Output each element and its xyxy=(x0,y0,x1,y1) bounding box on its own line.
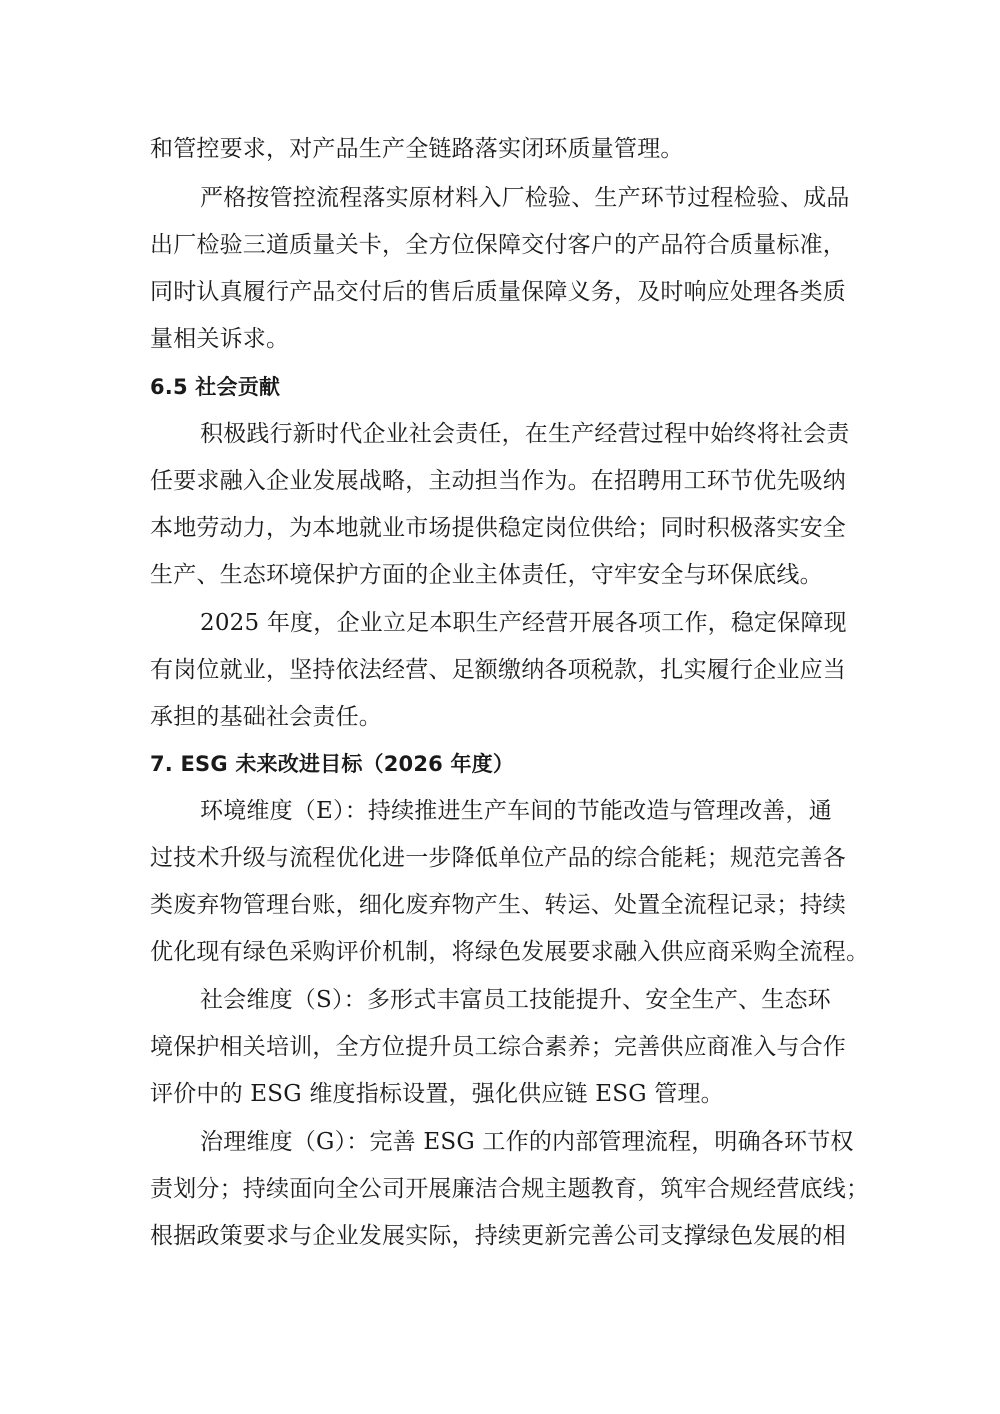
paragraph-line: 出厂检验三道质量关卡，全方位保障交付客户的产品符合质量标准， xyxy=(150,232,846,258)
paragraph-line: 责划分；持续面向全公司开展廉洁合规主题教育，筑牢合规经营底线； xyxy=(150,1176,870,1202)
paragraph-line: 有岗位就业，坚持依法经营、足额缴纳各项税款，扎实履行企业应当 xyxy=(150,657,846,683)
paragraph-line: 评价中的 ESG 维度指标设置，强化供应链 ESG 管理。 xyxy=(150,1081,724,1107)
paragraph-line: 社会维度（S）：多形式丰富员工技能提升、安全生产、生态环 xyxy=(200,987,831,1013)
section-heading: 6.5 社会贡献 xyxy=(150,375,281,399)
paragraph-line: 承担的基础社会责任。 xyxy=(150,704,382,730)
paragraph-line: 生产、生态环境保护方面的企业主体责任，守牢安全与环保底线。 xyxy=(150,562,823,588)
paragraph-line: 积极践行新时代企业社会责任，在生产经营过程中始终将社会责 xyxy=(200,421,850,447)
section-heading: 7. ESG 未来改进目标（2026 年度） xyxy=(150,752,515,776)
paragraph-line: 环境维度（E）：持续推进生产车间的节能改造与管理改善，通 xyxy=(200,798,832,824)
paragraph-line: 任要求融入企业发展战略，主动担当作为。在招聘用工环节优先吸纳 xyxy=(150,468,846,494)
paragraph-line: 过技术升级与流程优化进一步降低单位产品的综合能耗；规范完善各 xyxy=(150,845,846,871)
paragraph-line: 严格按管控流程落实原材料入厂检验、生产环节过程检验、成品 xyxy=(200,185,850,211)
paragraph-line: 2025 年度，企业立足本职生产经营开展各项工作，稳定保障现 xyxy=(200,610,847,636)
paragraph-line: 同时认真履行产品交付后的售后质量保障义务，及时响应处理各类质 xyxy=(150,279,846,305)
paragraph-line: 境保护相关培训，全方位提升员工综合素养；完善供应商准入与合作 xyxy=(150,1034,846,1060)
paragraph-line: 量相关诉求。 xyxy=(150,326,290,352)
paragraph-line: 治理维度（G）：完善 ESG 工作的内部管理流程，明确各环节权 xyxy=(200,1129,854,1155)
paragraph-line: 根据政策要求与企业发展实际，持续更新完善公司支撑绿色发展的相 xyxy=(150,1223,846,1249)
paragraph-line: 优化现有绿色采购评价机制，将绿色发展要求融入供应商采购全流程。 xyxy=(150,939,870,965)
paragraph-line: 本地劳动力，为本地就业市场提供稳定岗位供给；同时积极落实安全 xyxy=(150,515,846,541)
paragraph-line: 和管控要求，对产品生产全链路落实闭环质量管理。 xyxy=(150,136,684,162)
paragraph-line: 类废弃物管理台账，细化废弃物产生、转运、处置全流程记录；持续 xyxy=(150,892,846,918)
